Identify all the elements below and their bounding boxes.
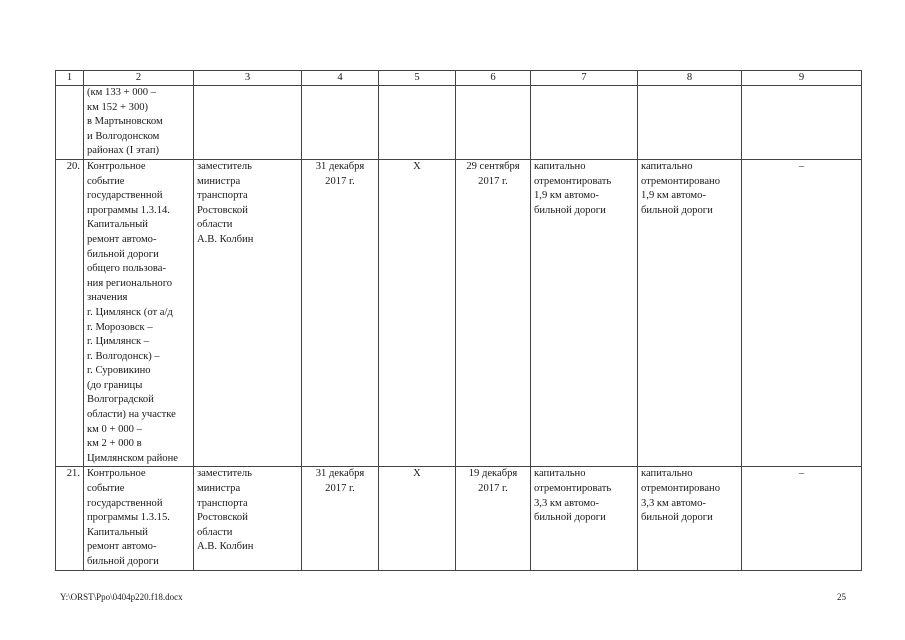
cell-text-line: бильной дороги — [534, 512, 606, 524]
planned-result-cell — [531, 86, 638, 160]
actual-date-cell — [456, 159, 531, 466]
cell-text-line: капитально — [641, 160, 693, 172]
cell-text-line: области) на участке — [87, 409, 176, 421]
cell-text-line: министра — [197, 175, 241, 187]
cell-text-line: км 152 + 300) — [87, 101, 149, 113]
cell-text-line: Х — [413, 160, 421, 172]
cell-text-line: бильной дороги — [534, 204, 606, 216]
cell-text-line: 3,3 км автомо- — [641, 497, 706, 509]
cell-text-line: отремонтировать — [534, 483, 612, 495]
cell-text-line: отремонтировано — [641, 175, 721, 187]
actual-result-cell — [638, 467, 742, 570]
table-row — [56, 86, 862, 160]
header-cell: 8 — [638, 71, 742, 86]
cell-text-line: бильной дороги — [641, 512, 713, 524]
actual-result-cell — [638, 86, 742, 160]
cell-text-line: бильной дороги — [641, 204, 713, 216]
responsible-person-cell — [194, 86, 302, 160]
header-cell: 6 — [456, 71, 531, 86]
cell-text-line: Волгоградской — [87, 394, 154, 406]
cell-text-line: г. Волгодонск) – — [87, 350, 160, 362]
cell-text-line: 31 декабря — [315, 160, 365, 172]
cell-text-line: программы 1.3.15. — [87, 512, 170, 524]
event-description-cell — [84, 159, 194, 466]
mark-cell — [379, 467, 456, 570]
row-number-cell: 20. — [56, 159, 84, 466]
cell-text-line: ремонт автомо- — [87, 233, 157, 245]
cell-text-line: районах (I этап) — [87, 145, 160, 157]
cell-text-line: А.В. Колбин — [197, 233, 254, 245]
cell-text-line: г. Суровикино — [87, 365, 151, 377]
cell-text-line: в Мартыновском — [87, 116, 163, 128]
cell-text-line: 1,9 км автомо- — [641, 190, 706, 202]
cell-text-line: г. Морозовск – — [87, 321, 153, 333]
cell-text-line: области — [197, 526, 233, 538]
cell-text-line: событие — [87, 483, 125, 495]
cell-text-line: заместитель — [197, 160, 253, 172]
cell-text-line: 2017 г. — [325, 483, 355, 495]
document-table — [55, 70, 862, 571]
actual-result-cell — [638, 159, 742, 466]
actual-date-cell — [456, 467, 531, 570]
cell-text-line: А.В. Колбин — [197, 541, 254, 553]
note-cell — [742, 86, 862, 160]
cell-text-line: программы 1.3.14. — [87, 204, 170, 216]
header-cell: 7 — [531, 71, 638, 86]
cell-text-line: г. Цимлянск – — [87, 336, 150, 348]
row-number-cell: 21. — [56, 467, 84, 570]
cell-text-line: государственной — [87, 190, 163, 202]
cell-text-line: – — [798, 160, 805, 172]
table-row — [56, 467, 862, 570]
planned-date-cell — [302, 86, 379, 160]
cell-text-line: министра — [197, 483, 241, 495]
planned-result-cell — [531, 467, 638, 570]
cell-text-line: событие — [87, 175, 125, 187]
cell-text-line: бильной дороги — [87, 556, 159, 567]
actual-date-cell — [456, 86, 531, 160]
cell-text-line: 1,9 км автомо- — [534, 190, 599, 202]
event-description-cell — [84, 86, 194, 160]
cell-text-line: 3,3 км автомо- — [534, 497, 599, 509]
cell-text-line: общего пользова- — [87, 263, 167, 275]
cell-text-line: бильной дороги — [87, 248, 159, 260]
cell-text-line: г. Цимлянск (от а/д — [87, 306, 173, 318]
cell-text-line: Капитальный — [87, 219, 148, 231]
cell-text-line: Контрольное — [87, 468, 146, 480]
cell-text-line: – — [798, 468, 805, 480]
cell-text-line: транспорта — [197, 190, 248, 202]
footer-page-number: 25 — [837, 592, 846, 602]
planned-result-cell — [531, 159, 638, 466]
cell-text-line: ния регионального — [87, 277, 173, 289]
responsible-person-cell — [194, 467, 302, 570]
cell-text-line: Цимлянском районе — [87, 452, 178, 464]
cell-text-line: капитально — [534, 468, 586, 480]
header-cell: 4 — [302, 71, 379, 86]
cell-text-line: Х — [413, 468, 421, 480]
cell-text-line: государственной — [87, 497, 163, 509]
cell-text-line: и Волгодонском — [87, 130, 160, 142]
cell-text-line: значения — [87, 292, 128, 304]
footer-file-path: Y:\ORST\Ppo\0404p220.f18.docx — [60, 592, 183, 602]
cell-text-line: 2017 г. — [478, 175, 508, 187]
mark-cell — [379, 159, 456, 466]
header-row — [56, 71, 862, 86]
cell-text-line: 2017 г. — [325, 175, 355, 187]
cell-text-line: отремонтировано — [641, 483, 721, 495]
cell-text-line: 19 декабря — [468, 468, 518, 480]
cell-text-line: области — [197, 219, 233, 231]
planned-date-cell — [302, 467, 379, 570]
cell-text-line: Контрольное — [87, 160, 146, 172]
cell-text-line: Капитальный — [87, 526, 148, 538]
event-description-cell — [84, 467, 194, 570]
cell-text-line: транспорта — [197, 497, 248, 509]
cell-text-line: Ростовской — [197, 204, 248, 216]
cell-text-line: капитально — [641, 468, 693, 480]
cell-text-line: отремонтировать — [534, 175, 612, 187]
responsible-person-cell — [194, 159, 302, 466]
row-number-cell — [56, 86, 84, 160]
mark-cell — [379, 86, 456, 160]
header-cell: 9 — [742, 71, 862, 86]
header-cell: 2 — [84, 71, 194, 86]
cell-text-line: 29 сентября — [466, 160, 520, 172]
cell-text-line: (до границы — [87, 379, 143, 391]
cell-text-line: Ростовской — [197, 512, 248, 524]
header-cell: 5 — [379, 71, 456, 86]
header-cell: 1 — [56, 71, 84, 86]
cell-text-line: (км 133 + 000 – — [87, 87, 157, 98]
cell-text-line: 2017 г. — [478, 483, 508, 495]
header-cell: 3 — [194, 71, 302, 86]
planned-date-cell — [302, 159, 379, 466]
cell-text-line: км 2 + 000 в — [87, 438, 142, 450]
note-cell — [742, 467, 862, 570]
cell-text-line: заместитель — [197, 468, 253, 480]
cell-text-line: км 0 + 000 – — [87, 423, 142, 435]
cell-text-line: ремонт автомо- — [87, 541, 157, 553]
note-cell — [742, 159, 862, 466]
cell-text-line: 31 декабря — [315, 468, 365, 480]
cell-text-line: капитально — [534, 160, 586, 172]
table-row — [56, 159, 862, 466]
